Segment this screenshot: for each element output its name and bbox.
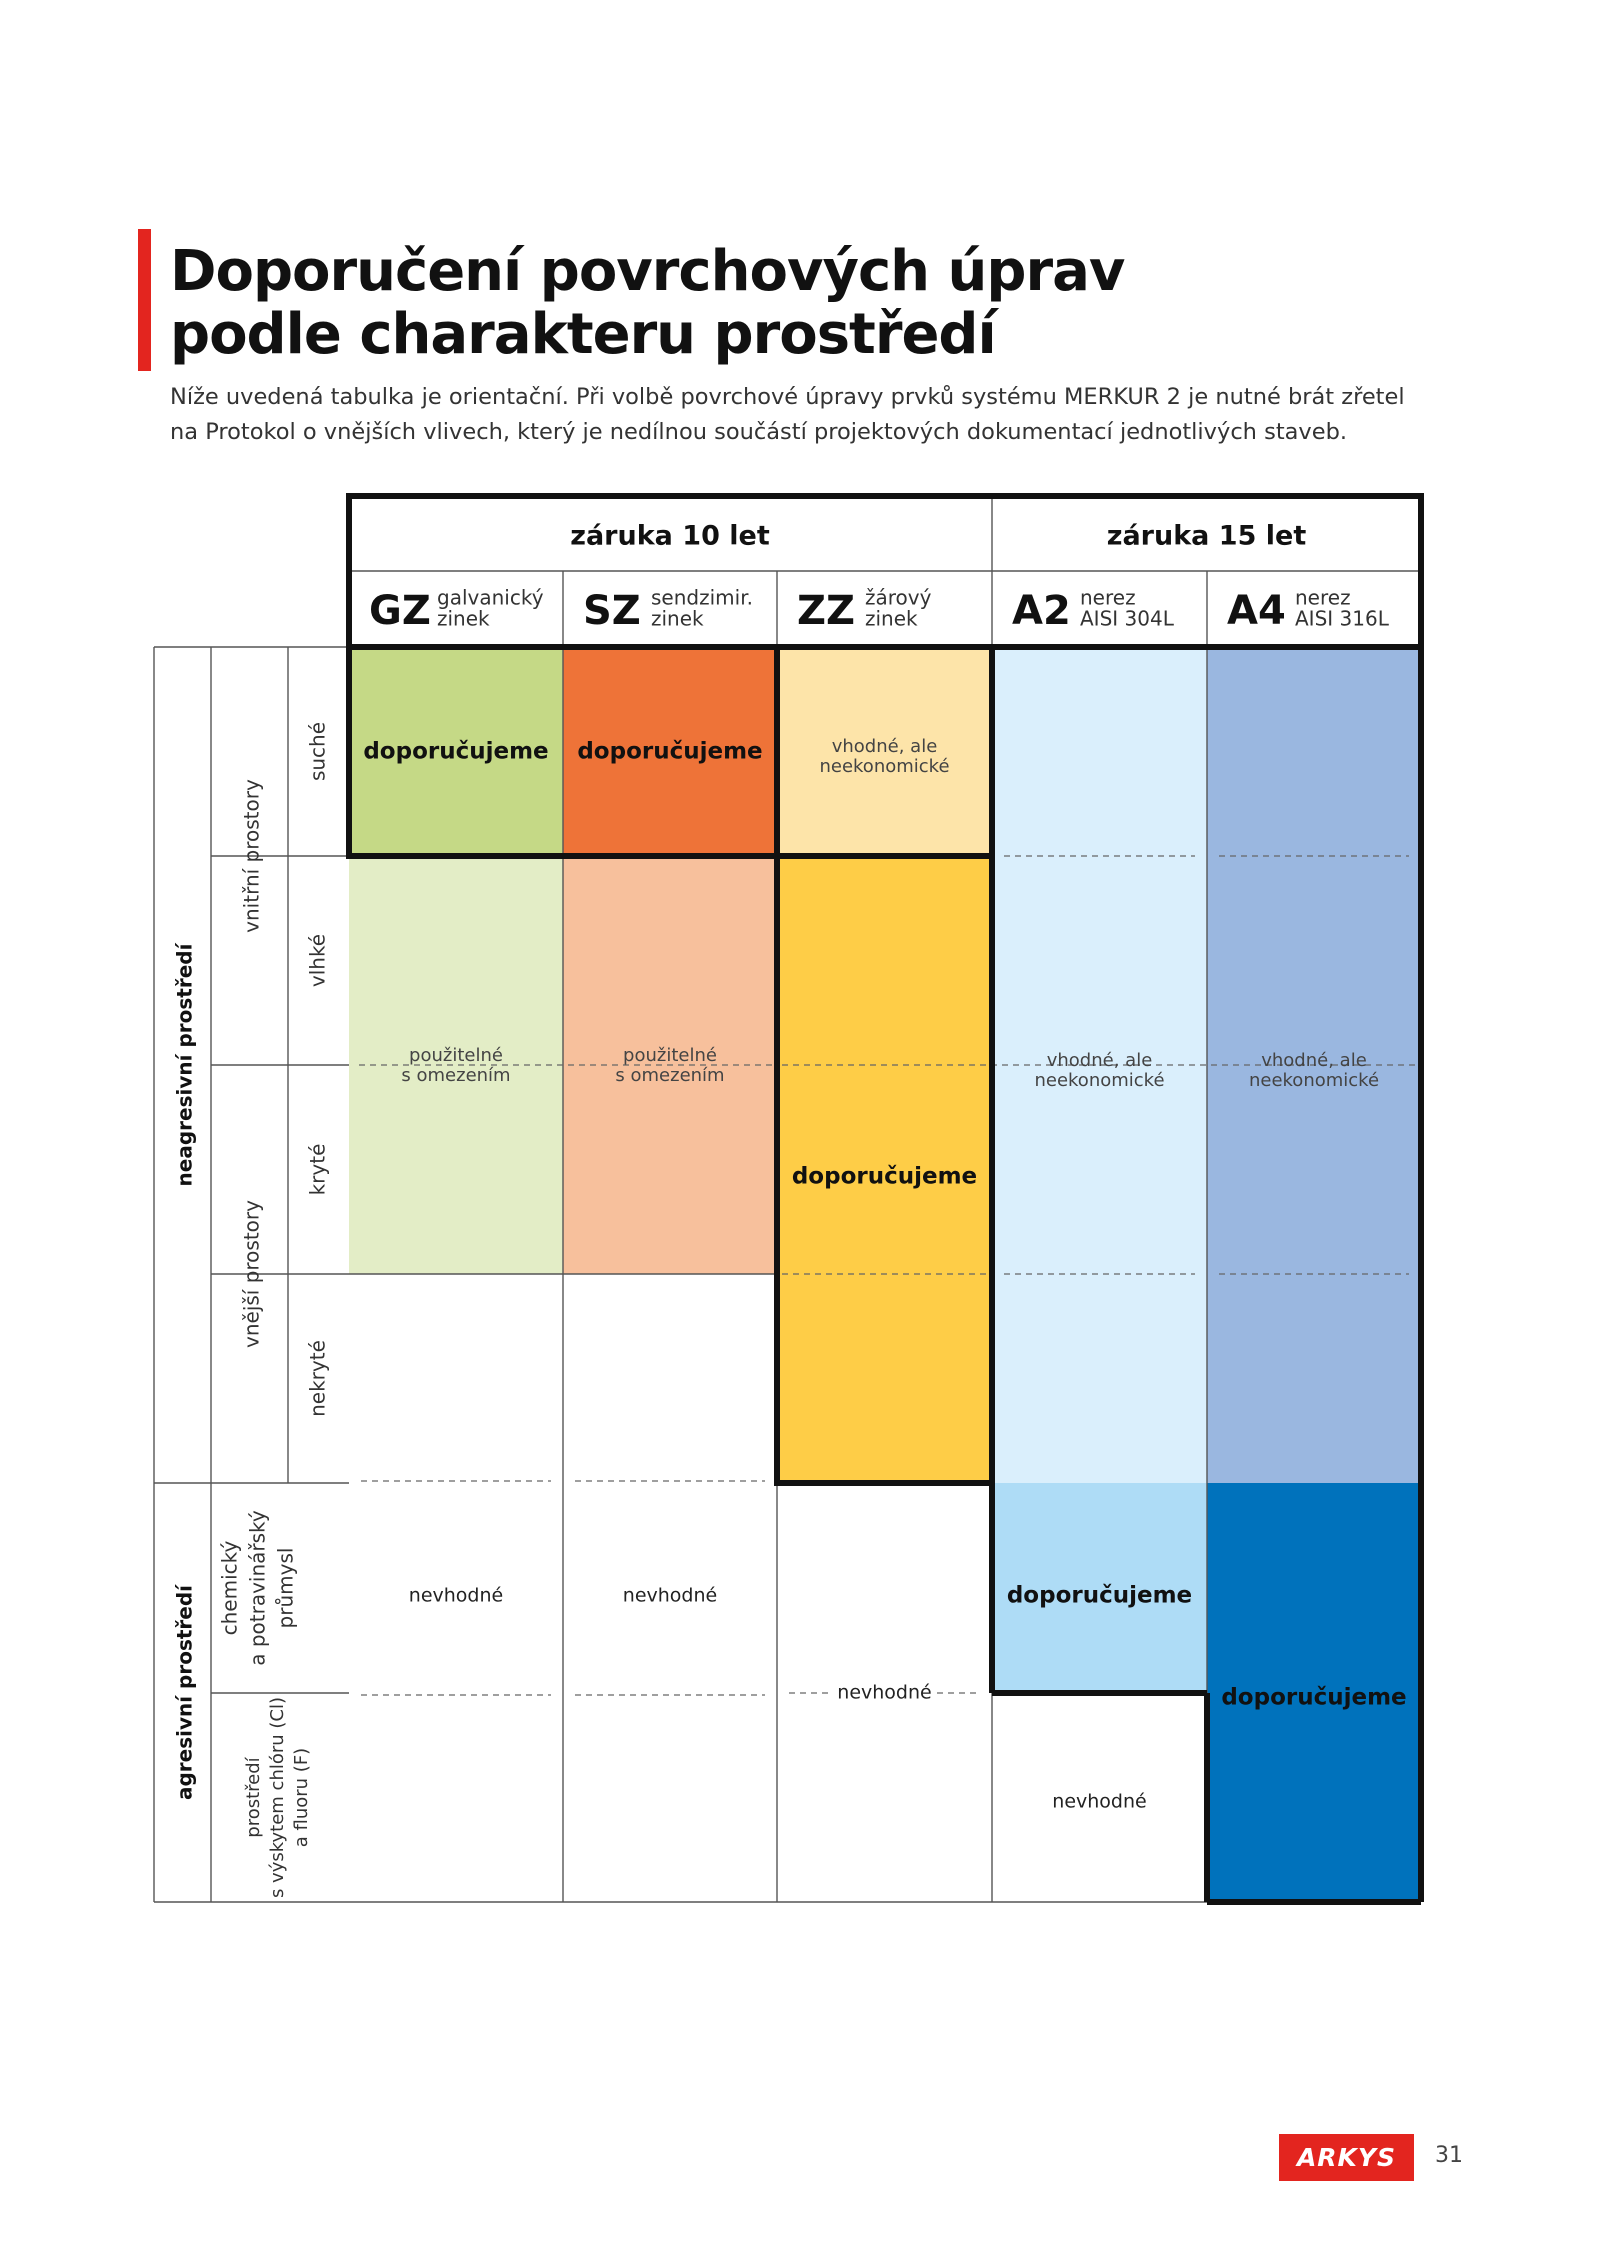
- rating-sz-limited-line-2: s omezením: [615, 1065, 725, 1086]
- rating-zz-dry-line-2: neekonomické: [819, 756, 950, 777]
- page-number: 31: [1435, 2143, 1463, 2168]
- rating-sz-limited-line-1: použitelné: [623, 1045, 717, 1066]
- column-desc-a4-1: nerez: [1295, 585, 1351, 610]
- rating-a2-uneconomic-line-2: neekonomické: [1034, 1070, 1165, 1091]
- rating-sz-unsuitable: nevhodné: [622, 1584, 718, 1607]
- column-code-zz: ZZ: [797, 588, 856, 634]
- column-desc-a2-1: nerez: [1080, 585, 1136, 610]
- rating-a4-uneconomic-line-2: neekonomické: [1248, 1070, 1380, 1091]
- column-desc-zz-1: žárový: [865, 585, 932, 610]
- rating-zz-recommended: doporučujeme: [791, 1163, 978, 1190]
- row-chemical-industry-line-2: a potravinářský: [245, 1510, 270, 1666]
- column-desc-zz-2: zinek: [865, 606, 918, 631]
- column-desc-sz-1: sendzimir.: [651, 585, 753, 610]
- warranty-15-years: záruka 15 let: [1106, 520, 1307, 552]
- row-sub-3: kryté: [305, 1143, 330, 1196]
- row-chemical-industry-line-1: chemický: [217, 1540, 242, 1636]
- row-sub-1: suché: [305, 721, 330, 782]
- column-desc-gz-2: zinek: [437, 606, 490, 631]
- column-code-gz: GZ: [369, 588, 431, 634]
- row-sub-2: vlhké: [305, 933, 330, 988]
- rating-a2-recommended: doporučujeme: [1006, 1582, 1193, 1609]
- rating-gz-dry: doporučujeme: [363, 738, 549, 765]
- arkys-logo: ARKYS: [1279, 2134, 1414, 2181]
- title-line-2: podle charakteru prostředí: [170, 302, 996, 367]
- column-desc-sz-2: zinek: [651, 606, 704, 631]
- column-desc-a4-2: AISI 316L: [1295, 606, 1389, 631]
- rating-zz-unsuitable: nevhodné: [837, 1681, 932, 1704]
- row-chemical-industry-line-3: průmysl: [273, 1547, 298, 1629]
- title-line-1: Doporučení povrchových úprav: [170, 239, 1125, 304]
- column-desc-gz-1: galvanický: [437, 585, 544, 610]
- column-code-a2: A2: [1012, 588, 1071, 634]
- row-group-aggressive: agresivní prostředí: [172, 1584, 197, 1801]
- rating-gz-limited-line-1: použitelné: [409, 1045, 503, 1066]
- rating-a4-uneconomic-line-1: vhodné, ale: [1261, 1050, 1367, 1071]
- warranty-10-years: záruka 10 let: [570, 520, 770, 552]
- intro-text: Níže uvedená tabulka je orientační. Při volbě povrchové úpravy prvků systému MERKUR 2 je nutné brát zřetel na Protokol o vnějších vlivech, který je nedílnou součástí projektových dokumentací jednotlivých staveb.: [170, 384, 1405, 445]
- rating-gz-limited-line-2: s omezením: [401, 1065, 511, 1086]
- row-chlorine-fluorine-line-1: prostředí: [243, 1757, 264, 1838]
- rating-a2-unsuitable: nevhodné: [1052, 1790, 1147, 1813]
- rating-gz-unsuitable: nevhodné: [408, 1584, 504, 1607]
- row-group-non-aggressive: neagresivní prostředí: [172, 943, 197, 1187]
- column-code-a4: A4: [1227, 588, 1286, 634]
- rating-sz-dry: doporučujeme: [577, 738, 763, 765]
- column-desc-a2-2: AISI 304L: [1080, 606, 1174, 631]
- rating-a4-recommended: doporučujeme: [1221, 1684, 1407, 1711]
- row-chlorine-fluorine-line-3: a fluoru (F): [291, 1747, 312, 1848]
- row-chlorine-fluorine-line-2: s výskytem chlóru (Cl): [267, 1696, 288, 1899]
- rating-a2-uneconomic-line-1: vhodné, ale: [1046, 1050, 1153, 1071]
- rating-zz-dry-line-1: vhodné, ale: [831, 736, 938, 757]
- row-sub-4: nekryté: [305, 1340, 330, 1417]
- column-code-sz: SZ: [583, 588, 641, 634]
- row-indoor: vnitřní prostory: [239, 779, 264, 933]
- row-outdoor: vnější prostory: [239, 1200, 264, 1348]
